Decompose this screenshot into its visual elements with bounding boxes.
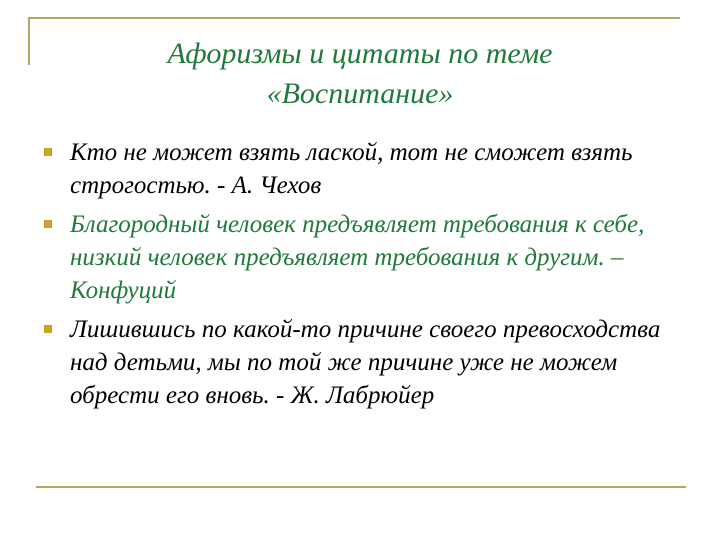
quote-text: Лишившись по какой-то причине своего превосходства над детьми, мы по той же причине уже не можем обрести его вновь. - Ж. Лабрюйер <box>70 316 661 409</box>
quote-text: Благородный человек предъявляет требования к себе, низкий человек предъявляет требования к другим. – Конфуций <box>70 211 645 304</box>
quote-list <box>40 136 680 418</box>
square-bullet-icon <box>44 325 52 333</box>
quote-item <box>40 136 680 202</box>
slide-title-line-1: Афоризмы и цитаты по теме <box>167 37 553 70</box>
quote-item <box>40 313 680 412</box>
square-bullet-icon <box>44 148 52 156</box>
frame-left-line <box>28 17 30 65</box>
quote-item <box>40 208 680 307</box>
square-bullet-icon <box>44 220 52 228</box>
slide-title <box>40 34 680 114</box>
quote-text: Кто не может взять лаской, тот не сможет взять строгостью. - А. Чехов <box>70 139 633 199</box>
frame-top-line <box>28 17 680 19</box>
frame-bottom-line <box>36 486 686 488</box>
slide-title-line-2: «Воспитание» <box>266 77 454 110</box>
